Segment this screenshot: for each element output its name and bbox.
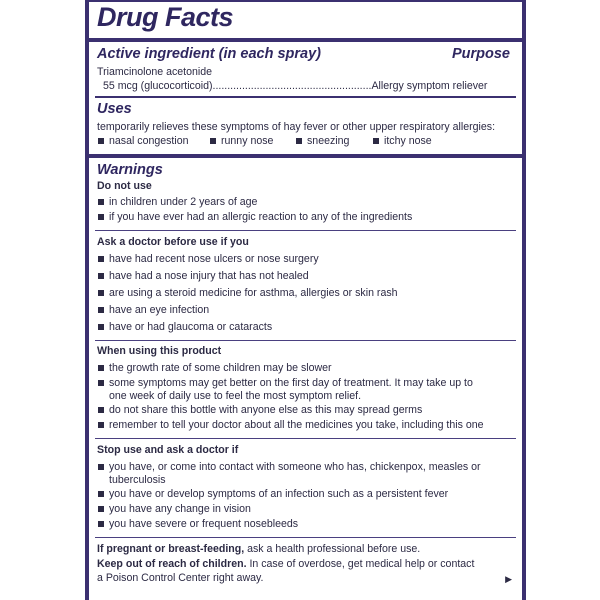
when-using-heading: When using this product <box>97 345 222 357</box>
list-item-continued: tuberculosis <box>109 474 166 486</box>
uses-heading: Uses <box>97 101 132 117</box>
reach-bold: Keep out of reach of children. <box>97 558 247 570</box>
symptom-item: runny nose <box>209 135 273 147</box>
reach-line-2: a Poison Control Center right away. <box>97 572 264 584</box>
ingredient-name: Triamcinolone acetonide <box>97 66 213 78</box>
list-item: are using a steroid medicine for asthma, allergies or skin rash <box>97 287 398 299</box>
list-item: you have severe or frequent nosebleeds <box>97 518 298 530</box>
reach-warning <box>97 558 474 570</box>
page-title: Drug Facts <box>97 2 234 32</box>
list-item: if you have ever had an allergic reaction to any of the ingredients <box>97 211 412 223</box>
list-item: have an eye infection <box>97 304 209 316</box>
warnings-heading: Warnings <box>97 162 163 178</box>
pregnant-warning <box>97 543 420 555</box>
dose-line: 55 mcg (glucocorticoid)......................................................Allergy symptom reliever <box>103 80 488 92</box>
list-item-continued: one week of daily use to feel the most symptom relief. <box>109 390 362 402</box>
divider-when-using <box>95 340 516 341</box>
symptom-item: sneezing <box>295 135 349 147</box>
list-item: you have any change in vision <box>97 503 251 515</box>
divider-stop-use <box>95 438 516 439</box>
stop-use-heading: Stop use and ask a doctor if <box>97 444 239 456</box>
divider-uses <box>95 96 516 98</box>
list-item: have or had glaucoma or cataracts <box>97 321 272 333</box>
uses-intro: temporarily relieves these symptoms of hay fever or other upper respiratory allergies: <box>97 121 496 133</box>
reach-rest: In case of overdose, get medical help or contact <box>246 558 475 570</box>
list-item: have had a nose injury that has not healed <box>97 270 309 282</box>
symptom-item: itchy nose <box>372 135 432 147</box>
purpose-heading: Purpose <box>451 46 510 62</box>
active-ingredient-heading: Active ingredient (in each spray) <box>97 46 322 62</box>
list-item: in children under 2 years of age <box>97 196 257 208</box>
list-item: you have, or come into contact with someone who has, chickenpox, measles or <box>97 461 481 473</box>
pregnant-bold: If pregnant or breast-feeding, <box>97 543 245 555</box>
divider-warnings <box>89 154 522 158</box>
list-item: do not share this bottle with anyone else as this may spread germs <box>97 404 422 416</box>
list-item: some symptoms may get better on the first day of treatment. It may take up to <box>97 377 473 389</box>
symptom-item: nasal congestion <box>97 135 189 147</box>
list-item: remember to tell your doctor about all the medicines you take, including this one <box>97 419 484 431</box>
drug-facts-panel <box>85 0 526 600</box>
divider-pregnant <box>95 537 516 538</box>
title-divider <box>89 38 522 42</box>
list-item: have had recent nose ulcers or nose surgery <box>97 253 319 265</box>
pregnant-rest: ask a health professional before use. <box>244 543 421 555</box>
do-not-use-heading: Do not use <box>97 180 152 192</box>
divider-ask-doctor <box>95 230 516 231</box>
ask-doctor-heading: Ask a doctor before use if you <box>97 236 249 248</box>
list-item: you have or develop symptoms of an infection such as a persistent fever <box>97 488 448 500</box>
list-item: the growth rate of some children may be slower <box>97 362 332 374</box>
continue-arrow-icon: ▶ <box>505 574 512 584</box>
